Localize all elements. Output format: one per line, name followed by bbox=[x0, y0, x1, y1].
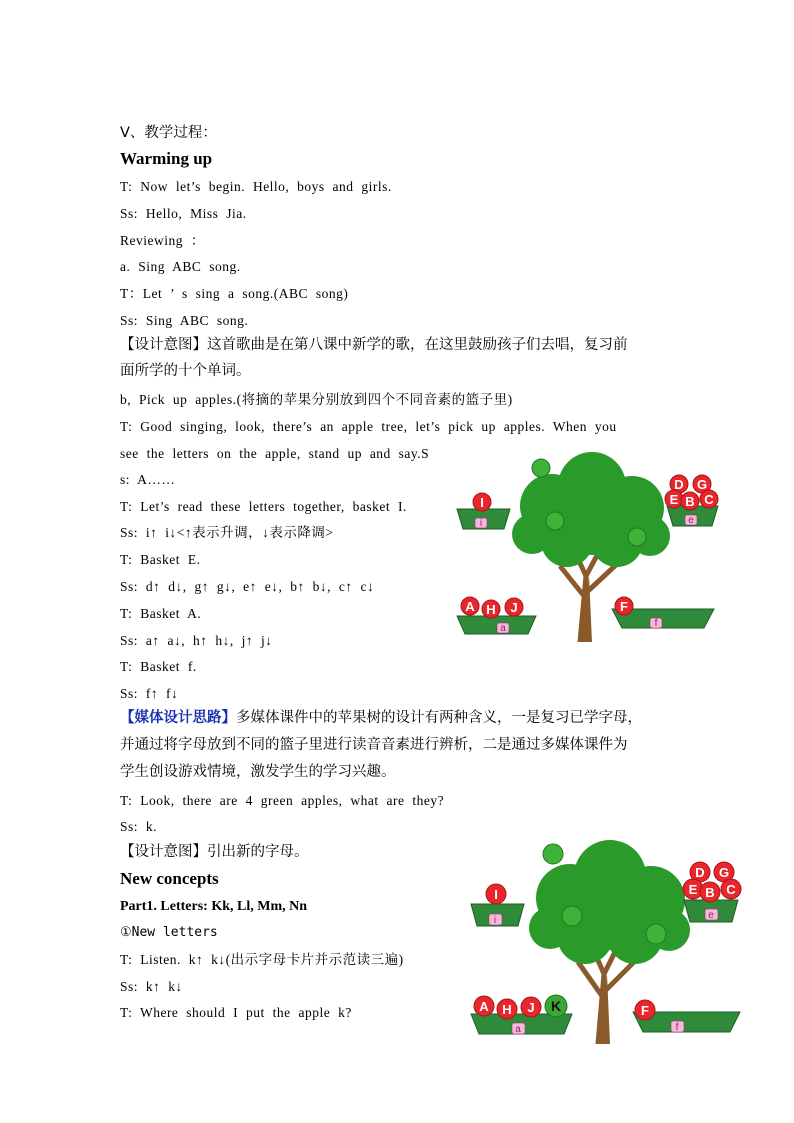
basket-label: i bbox=[479, 518, 483, 529]
apple-letter: B bbox=[685, 494, 695, 509]
design-intent-1-cont: 面所学的十个单词。 bbox=[120, 363, 251, 379]
text-line: Reviewing ： bbox=[120, 233, 205, 248]
apple-letter: A bbox=[479, 999, 489, 1014]
basket-label: e bbox=[688, 515, 694, 526]
new-letters-label: ①New letters bbox=[120, 925, 218, 940]
apple-letter: H bbox=[486, 602, 496, 617]
apple-letter: D bbox=[695, 865, 705, 880]
basket-label: f bbox=[654, 618, 658, 629]
text-line: T: Let’s read these letters together, basket I. bbox=[120, 499, 407, 514]
apple-letter: A bbox=[465, 599, 475, 614]
text-line: T：Let ’ s sing a song.(ABC song) bbox=[120, 286, 349, 301]
section-heading: V、教学过程： bbox=[120, 125, 217, 141]
basket-label: e bbox=[708, 910, 714, 921]
apple-letter: E bbox=[669, 492, 679, 507]
apple-letter: H bbox=[502, 1002, 512, 1017]
text-line: Ss: d↑ d↓, g↑ g↓, e↑ e↓, b↑ b↓, c↑ c↓ bbox=[120, 579, 375, 594]
apple-tree-illustration bbox=[468, 834, 744, 1044]
text-line: T: Listen. k↑ k↓(出示字母卡片并示范读三遍) bbox=[120, 952, 404, 967]
apple-letter: D bbox=[674, 477, 684, 492]
basket-label: a bbox=[500, 623, 506, 634]
basket-label: i bbox=[493, 915, 497, 926]
apple-letter: G bbox=[718, 865, 730, 880]
media-design-cont: 并通过将字母放到不同的篮子里进行读音音素进行辨析，二是通过多媒体课件为 bbox=[120, 737, 628, 753]
text-line: Ss: Sing ABC song. bbox=[120, 313, 249, 328]
apple-letter: F bbox=[620, 599, 628, 614]
text-line: Ss: k↑ k↓ bbox=[120, 979, 183, 994]
text-line: T: Look, there are 4 green apples, what are they? bbox=[120, 793, 445, 808]
text-line: Ss: Hello, Miss Jia. bbox=[120, 206, 247, 221]
media-design-cont: 学生创设游戏情境，激发学生的学习兴趣。 bbox=[120, 764, 396, 780]
text-line: Ss: a↑ a↓, h↑ h↓, j↑ j↓ bbox=[120, 633, 273, 648]
text-line: T: Where should I put the apple k? bbox=[120, 1005, 352, 1020]
apple-letter: J bbox=[527, 1000, 535, 1015]
text-line: s: A…… bbox=[120, 472, 176, 487]
text-line: b, Pick up apples.(将摘的苹果分别放到四个不同音素的篮子里) bbox=[120, 392, 513, 407]
text-line: T: Basket E. bbox=[120, 552, 201, 567]
text-line: Ss: k. bbox=[120, 819, 158, 834]
apple-letter: E bbox=[688, 882, 698, 897]
apple-letter: J bbox=[510, 600, 518, 615]
apple-letter: F bbox=[641, 1003, 649, 1018]
green-apple-letter: K bbox=[550, 998, 562, 1014]
text-line: a. Sing ABC song. bbox=[120, 259, 241, 274]
basket-label: f bbox=[675, 1022, 679, 1033]
text-line: Ss: f↑ f↓ bbox=[120, 686, 179, 701]
apple-tree-illustration bbox=[452, 446, 726, 642]
apple-tree-figure-2 bbox=[468, 834, 744, 1044]
apple-letter: I bbox=[494, 887, 498, 902]
media-design-label: 【媒体设计思路】 bbox=[120, 710, 236, 726]
heading-warming-up: Warming up bbox=[120, 149, 213, 168]
text-line: Ss: i↑ i↓<↑表示升调，↓表示降调> bbox=[120, 525, 334, 540]
apple-letter: G bbox=[696, 477, 708, 492]
heading-part1: Part1. Letters: Kk, Ll, Mm, Nn bbox=[120, 899, 308, 914]
apple-letter: C bbox=[704, 492, 714, 507]
apple-letter: B bbox=[705, 885, 715, 900]
text-line: T: Basket A. bbox=[120, 606, 202, 621]
text-line: see the letters on the apple, stand up and say.S bbox=[120, 446, 430, 461]
text-line: T: Good singing, look, there’s an apple tree, let’s pick up apples. When you bbox=[120, 419, 617, 434]
apple-letter: I bbox=[480, 495, 484, 510]
text-line: T: Basket f. bbox=[120, 659, 197, 674]
design-intent-2: 【设计意图】引出新的字母。 bbox=[120, 844, 309, 860]
heading-new-concepts: New concepts bbox=[120, 869, 219, 888]
text-line: T: Now let’s begin. Hello, boys and girls. bbox=[120, 179, 392, 194]
media-design-para bbox=[120, 709, 642, 727]
media-design-text: 多媒体课件中的苹果树的设计有两种含义，一是复习已学字母， bbox=[236, 710, 642, 726]
apple-letter: C bbox=[726, 882, 736, 897]
apple-tree-figure-1 bbox=[452, 446, 726, 642]
basket-label: a bbox=[515, 1024, 521, 1035]
design-intent-1: 【设计意图】这首歌曲是在第八课中新学的歌，在这里鼓励孩子们去唱，复习前 bbox=[120, 337, 628, 353]
